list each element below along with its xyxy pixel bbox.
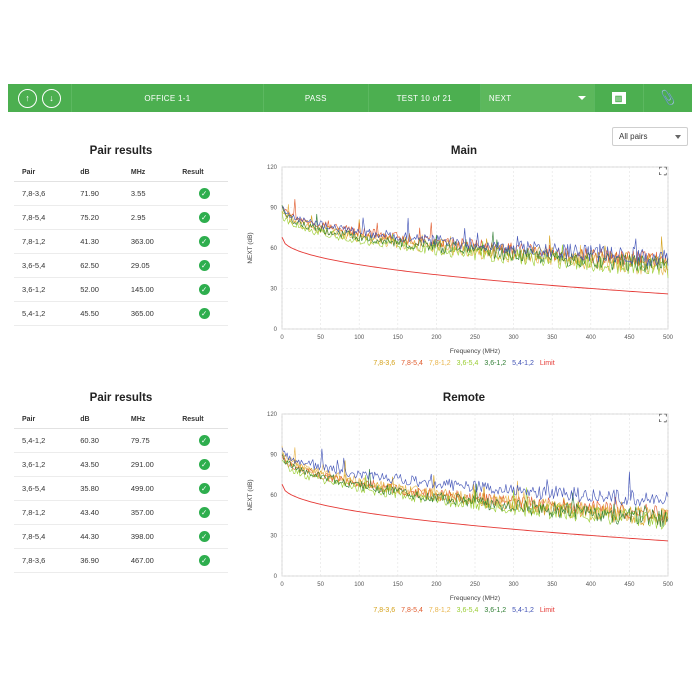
svg-text:150: 150 xyxy=(392,335,403,341)
cell-mhz: 79.75 xyxy=(129,429,180,453)
table-row[interactable] xyxy=(14,453,228,477)
table-row[interactable] xyxy=(14,525,228,549)
cell-mhz: 357.00 xyxy=(129,501,180,525)
column-header-db: dB xyxy=(78,413,129,429)
table-row[interactable] xyxy=(14,429,228,453)
expand-icon[interactable]: ⛶ xyxy=(659,413,667,425)
cell-result xyxy=(180,549,228,573)
cell-result xyxy=(180,501,228,525)
legend-item-2: 7,8-1,2 xyxy=(428,607,451,614)
cell-mhz: 499.00 xyxy=(129,477,180,501)
location-label: OFFICE 1-1 xyxy=(71,84,263,112)
cell-result xyxy=(180,302,228,326)
column-header-mhz: MHz xyxy=(129,166,180,182)
svg-text:450: 450 xyxy=(624,335,635,341)
pair-results-table xyxy=(14,166,228,326)
pass-check-icon: ✓ xyxy=(199,555,210,566)
cell-mhz: 3.55 xyxy=(129,182,180,206)
legend-item-5: 5,4-1,2 xyxy=(512,360,534,367)
next-test-button[interactable] xyxy=(42,89,61,108)
chart-legend xyxy=(240,360,688,367)
cell-db: 62.50 xyxy=(78,254,129,278)
svg-text:500: 500 xyxy=(662,582,674,588)
test-type-select[interactable] xyxy=(480,84,594,112)
svg-text:120: 120 xyxy=(266,165,277,172)
svg-text:0: 0 xyxy=(280,582,284,588)
svg-text:0: 0 xyxy=(273,574,277,581)
cell-mhz: 2.95 xyxy=(129,206,180,230)
svg-text:150: 150 xyxy=(392,582,403,588)
legend-item-2: 7,8-1,2 xyxy=(428,360,451,367)
svg-text:250: 250 xyxy=(469,582,481,588)
pass-check-icon: ✓ xyxy=(199,531,210,542)
svg-text:100: 100 xyxy=(354,335,365,341)
pass-check-icon: ✓ xyxy=(199,212,210,223)
table-row[interactable] xyxy=(14,501,228,525)
remote-pair-results-table-wrap xyxy=(14,392,228,573)
svg-text:250: 250 xyxy=(469,335,481,341)
pass-check-icon: ✓ xyxy=(199,188,210,199)
column-header-pair: Pair xyxy=(14,413,78,429)
cell-db: 41.30 xyxy=(78,230,129,254)
cell-pair: 3,6-5,4 xyxy=(14,477,78,501)
legend-item-1: 7,8-5,4 xyxy=(401,360,423,367)
next-chart-remote xyxy=(240,406,680,606)
arrow-down-icon: ↓ xyxy=(49,92,54,103)
svg-text:30: 30 xyxy=(270,286,277,293)
attachment-button[interactable] xyxy=(643,84,692,112)
cell-db: 35.80 xyxy=(78,477,129,501)
column-header-result: Result xyxy=(180,166,228,182)
column-header-pair: Pair xyxy=(14,166,78,182)
svg-text:90: 90 xyxy=(270,452,277,459)
table-row[interactable] xyxy=(14,477,228,501)
cell-pair: 5,4-1,2 xyxy=(14,302,78,326)
status-badge: PASS xyxy=(263,84,368,112)
svg-text:300: 300 xyxy=(508,335,519,341)
cell-pair: 7,8-5,4 xyxy=(14,206,78,230)
cell-mhz: 467.00 xyxy=(129,549,180,573)
cell-mhz: 291.00 xyxy=(129,453,180,477)
cell-pair: 5,4-1,2 xyxy=(14,429,78,453)
svg-text:400: 400 xyxy=(585,335,596,341)
svg-text:NEXT (dB): NEXT (dB) xyxy=(247,232,254,264)
cell-db: 36.90 xyxy=(78,549,129,573)
svg-text:50: 50 xyxy=(317,582,324,588)
test-counter-label: TEST 10 of 21 xyxy=(368,84,480,112)
cell-result xyxy=(180,453,228,477)
cell-pair: 7,8-1,2 xyxy=(14,501,78,525)
all-pairs-value: All pairs xyxy=(619,132,648,141)
svg-text:NEXT (dB): NEXT (dB) xyxy=(247,479,254,511)
cell-pair: 7,8-3,6 xyxy=(14,182,78,206)
pass-check-icon: ✓ xyxy=(199,236,210,247)
previous-test-button[interactable] xyxy=(18,89,37,108)
svg-text:30: 30 xyxy=(270,533,277,540)
table-row[interactable] xyxy=(14,549,228,573)
cell-pair: 3,6-1,2 xyxy=(14,453,78,477)
legend-item-4: 3,6-1,2 xyxy=(484,607,507,614)
cell-db: 43.50 xyxy=(78,453,129,477)
cell-pair: 7,8-1,2 xyxy=(14,230,78,254)
cell-pair: 7,8-5,4 xyxy=(14,525,78,549)
main-pair-results-table-wrap xyxy=(14,145,228,326)
pair-results-table xyxy=(14,413,228,573)
table-header-row xyxy=(14,166,228,182)
all-pairs-select[interactable] xyxy=(612,127,688,146)
cell-pair: 7,8-3,6 xyxy=(14,549,78,573)
cell-mhz: 145.00 xyxy=(129,278,180,302)
column-header-mhz: MHz xyxy=(129,413,180,429)
chart-title: Main xyxy=(450,145,478,157)
svg-text:100: 100 xyxy=(354,582,365,588)
legend-item-1: 7,8-5,4 xyxy=(401,607,423,614)
svg-text:Frequency (MHz): Frequency (MHz) xyxy=(449,595,501,602)
column-header-db: dB xyxy=(78,166,129,182)
svg-text:500: 500 xyxy=(662,335,674,341)
svg-text:400: 400 xyxy=(585,582,596,588)
pass-check-icon: ✓ xyxy=(199,308,210,319)
paperclip-icon: 📎 xyxy=(658,88,678,107)
pass-check-icon: ✓ xyxy=(199,435,210,446)
table-row[interactable] xyxy=(14,182,228,206)
pass-check-icon: ✓ xyxy=(199,284,210,295)
table-row[interactable] xyxy=(14,302,228,326)
svg-text:350: 350 xyxy=(547,335,558,341)
cell-db: 60.30 xyxy=(78,429,129,453)
table-header-row xyxy=(14,413,228,429)
legend-item-5: 5,4-1,2 xyxy=(512,607,534,614)
cell-result xyxy=(180,230,228,254)
cell-result xyxy=(180,206,228,230)
svg-text:200: 200 xyxy=(431,335,442,341)
legend-item-6: Limit xyxy=(539,607,555,614)
cell-mhz: 363.00 xyxy=(129,230,180,254)
cell-result xyxy=(180,278,228,302)
cell-db: 71.90 xyxy=(78,182,129,206)
expand-icon[interactable]: ⛶ xyxy=(659,166,667,178)
chart-view-button[interactable] xyxy=(594,84,643,112)
arrow-up-icon: ↑ xyxy=(25,92,30,103)
pass-check-icon: ✓ xyxy=(199,507,210,518)
legend-item-4: 3,6-1,2 xyxy=(484,360,507,367)
main-chart-block xyxy=(240,145,688,367)
cell-result xyxy=(180,525,228,549)
cell-mhz: 398.00 xyxy=(129,525,180,549)
cell-result xyxy=(180,477,228,501)
cell-result xyxy=(180,429,228,453)
cell-db: 75.20 xyxy=(78,206,129,230)
column-header-result: Result xyxy=(180,413,228,429)
pass-check-icon: ✓ xyxy=(199,483,210,494)
svg-text:50: 50 xyxy=(317,335,324,341)
chevron-down-icon xyxy=(675,135,681,139)
cell-db: 45.50 xyxy=(78,302,129,326)
svg-text:350: 350 xyxy=(547,582,558,588)
cell-pair: 3,6-1,2 xyxy=(14,278,78,302)
table-row[interactable] xyxy=(14,278,228,302)
table-row[interactable] xyxy=(14,206,228,230)
cell-db: 44.30 xyxy=(78,525,129,549)
table-row[interactable] xyxy=(14,230,228,254)
svg-text:0: 0 xyxy=(280,335,284,341)
top-toolbar xyxy=(8,84,692,112)
svg-text:120: 120 xyxy=(266,412,277,419)
svg-text:Frequency (MHz): Frequency (MHz) xyxy=(449,348,501,355)
chevron-down-icon xyxy=(578,96,586,100)
chart-legend xyxy=(240,607,688,614)
cell-result xyxy=(180,254,228,278)
cell-db: 52.00 xyxy=(78,278,129,302)
remote-chart-block xyxy=(240,392,688,614)
chart-title: Remote xyxy=(442,392,486,404)
svg-text:60: 60 xyxy=(270,246,277,253)
table-title: Pair results xyxy=(89,392,153,404)
cell-result xyxy=(180,182,228,206)
chart-icon: ▥ xyxy=(612,92,626,104)
legend-item-6: Limit xyxy=(539,360,555,367)
svg-text:90: 90 xyxy=(270,205,277,212)
svg-text:300: 300 xyxy=(508,582,519,588)
next-chart-main xyxy=(240,159,680,359)
legend-item-3: 3,6-5,4 xyxy=(456,607,479,614)
pass-check-icon: ✓ xyxy=(199,260,210,271)
legend-item-3: 3,6-5,4 xyxy=(456,360,479,367)
table-title: Pair results xyxy=(89,145,153,157)
legend-item-0: 7,8-3,6 xyxy=(373,360,396,367)
cell-pair: 3,6-5,4 xyxy=(14,254,78,278)
cell-mhz: 29.05 xyxy=(129,254,180,278)
svg-text:200: 200 xyxy=(431,582,442,588)
svg-text:60: 60 xyxy=(270,493,277,500)
legend-item-0: 7,8-3,6 xyxy=(373,607,396,614)
pass-check-icon: ✓ xyxy=(199,459,210,470)
table-row[interactable] xyxy=(14,254,228,278)
svg-text:0: 0 xyxy=(273,327,277,334)
test-type-value: NEXT xyxy=(488,93,512,103)
cell-mhz: 365.00 xyxy=(129,302,180,326)
cell-db: 43.40 xyxy=(78,501,129,525)
svg-text:450: 450 xyxy=(624,582,635,588)
nav-arrows xyxy=(8,89,71,108)
